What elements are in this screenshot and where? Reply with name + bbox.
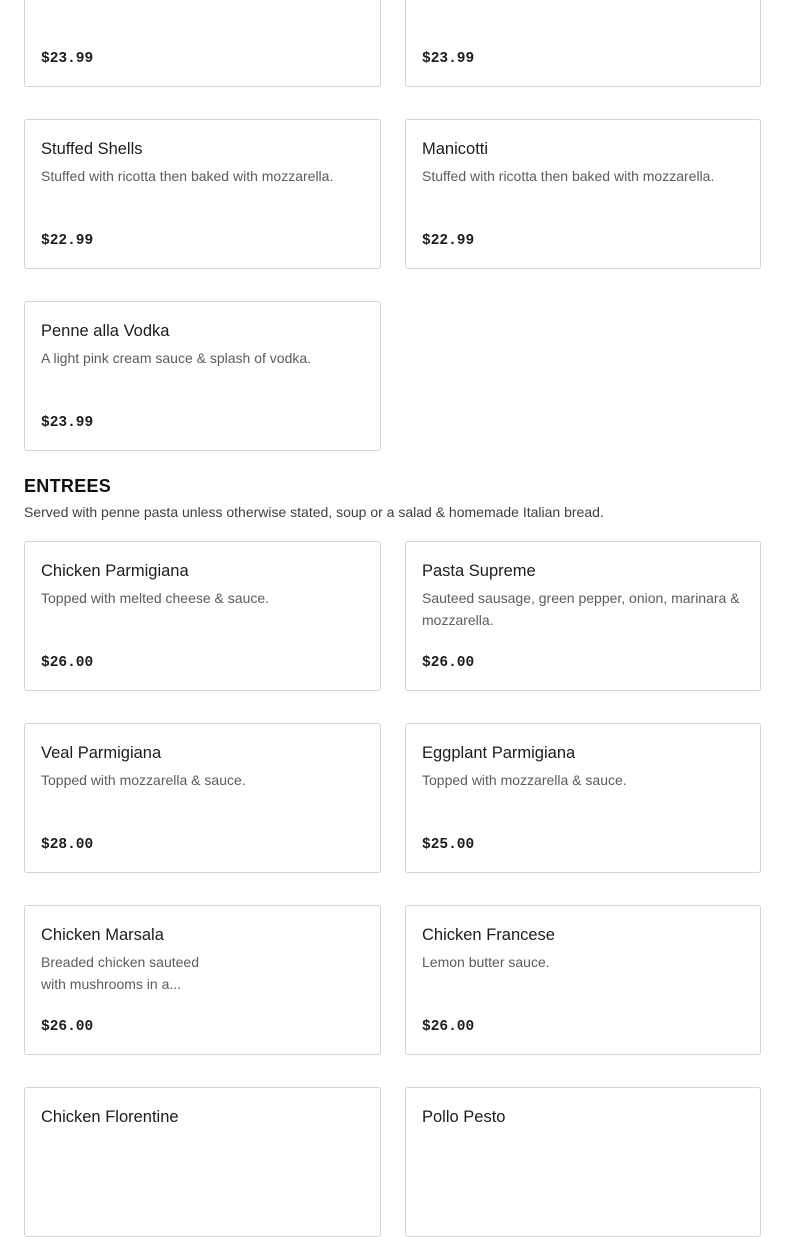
menu-item-name: Stuffed Shells — [41, 140, 143, 158]
menu-item-card[interactable] — [405, 0, 761, 87]
menu-item-card[interactable] — [24, 723, 381, 873]
menu-item-description: Breaded chicken sauteed with mushrooms in a... — [41, 954, 199, 992]
menu-item-price: $26.00 — [422, 655, 475, 671]
menu-item-price: $22.99 — [41, 233, 94, 249]
menu-item-name: Chicken Florentine — [41, 1108, 179, 1126]
entrees-items-grid — [24, 541, 761, 1237]
menu-item-card[interactable] — [24, 119, 381, 269]
menu-item-name: Veal Parmigiana — [41, 744, 162, 762]
menu-item-price: $23.99 — [422, 51, 475, 67]
menu-item-name: Penne alla Vodka — [41, 322, 170, 340]
menu-item-name: Manicotti — [422, 140, 489, 158]
pasta-items-grid — [24, 0, 761, 451]
menu-item-card[interactable] — [405, 905, 761, 1055]
menu-item-name: Chicken Francese — [422, 926, 555, 944]
menu-item-price: $23.99 — [41, 415, 94, 431]
menu-item-price: $26.00 — [41, 1019, 94, 1035]
menu-item-price: $26.00 — [422, 1019, 475, 1035]
menu-item-description: Lemon butter sauce. — [422, 954, 550, 970]
menu-item-name: Chicken Marsala — [41, 926, 164, 944]
menu-item-price: $28.00 — [41, 837, 94, 853]
menu-item-card[interactable] — [405, 1087, 761, 1237]
menu-item-name: Chicken Parmigiana — [41, 562, 189, 580]
menu-item-name: Pasta Supreme — [422, 562, 536, 580]
menu-item-price: $25.00 — [422, 837, 475, 853]
menu-item-description: A light pink cream sauce & splash of vodka. — [41, 350, 312, 366]
menu-item-card[interactable] — [405, 119, 761, 269]
menu-item-name: Eggplant Parmigiana — [422, 744, 576, 762]
menu-item-description: Topped with mozzarella & sauce. — [41, 772, 246, 788]
menu-item-card[interactable] — [24, 0, 381, 87]
menu-item-card[interactable] — [24, 905, 381, 1055]
menu-item-description — [41, 0, 364, 3]
entrees-section-header — [24, 474, 761, 522]
menu-item-price: $26.00 — [41, 655, 94, 671]
menu-item-description: Sauteed sausage, green pepper, onion, marinara & mozzarella. — [422, 590, 740, 628]
menu-item-description: Topped with mozzarella & sauce. — [422, 772, 627, 788]
menu-item-description: Stuffed with ricotta then baked with mozzarella. — [422, 168, 715, 184]
section-title: ENTREES — [24, 476, 112, 496]
menu-item-card[interactable] — [405, 541, 761, 691]
menu-item-card[interactable] — [405, 723, 761, 873]
menu-item-card[interactable] — [24, 541, 381, 691]
menu-item-description: Topped with melted cheese & sauce. — [41, 590, 270, 606]
menu-item-name: Pollo Pesto — [422, 1108, 506, 1126]
menu-item-price: $22.99 — [422, 233, 475, 249]
section-subtitle: Served with penne pasta unless otherwise stated, soup or a salad & homemade Italian bread. — [24, 504, 604, 520]
menu-item-card[interactable] — [24, 1087, 381, 1237]
menu-item-price: $23.99 — [41, 51, 94, 67]
menu-item-description: Stuffed with ricotta then baked with mozzarella. — [41, 168, 334, 184]
menu-item-card[interactable] — [24, 301, 381, 451]
